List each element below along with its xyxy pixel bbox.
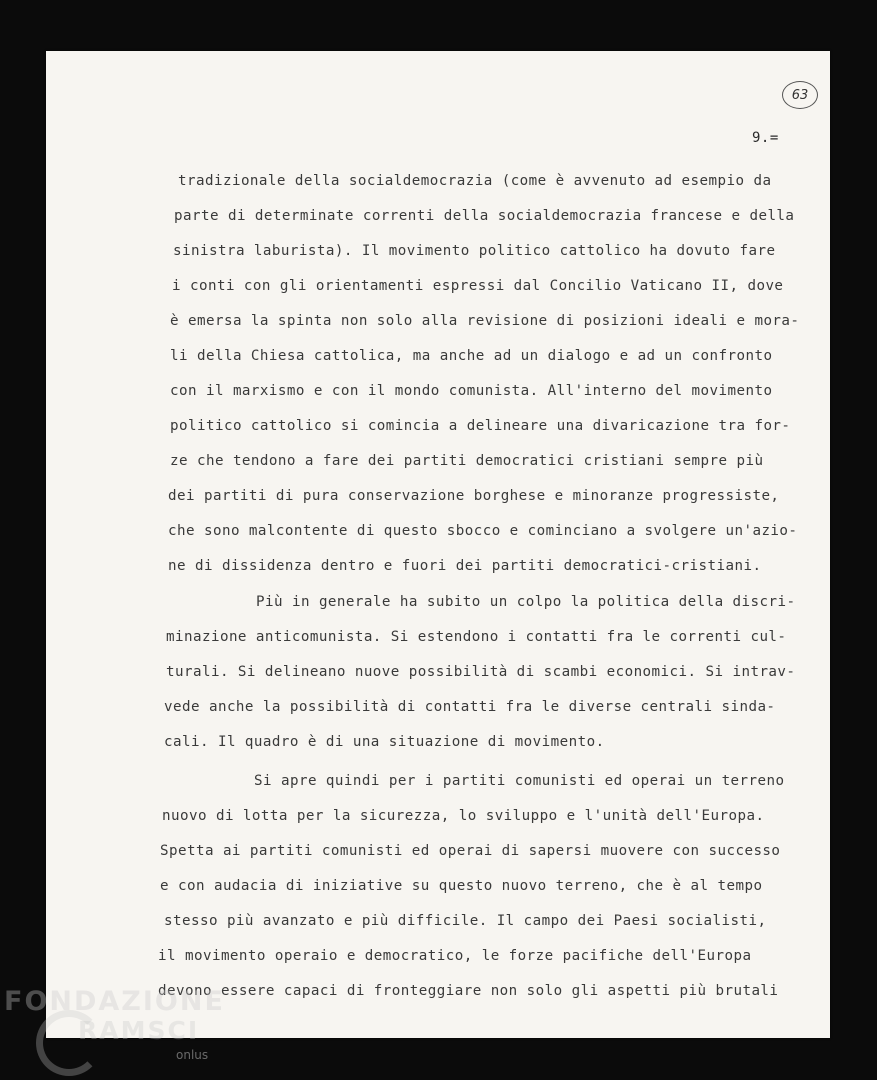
- document-page: [46, 51, 830, 1038]
- folio-annotation: 63: [782, 81, 818, 109]
- watermark-line1: FONDAZIONE: [4, 986, 225, 1017]
- text-line-15: turali. Si delineano nuove possibilità di scambi economici. Si intrav-: [166, 664, 796, 680]
- text-line-23: il movimento operaio e democratico, le forze pacifiche dell'Europa: [158, 948, 752, 964]
- text-line-10: dei partiti di pura conservazione borghese e minoranze progressiste,: [168, 488, 780, 504]
- text-line-19: nuovo di lotta per la sicurezza, lo sviluppo e l'unità dell'Europa.: [162, 808, 765, 824]
- text-line-8: politico cattolico si comincia a delineare una divaricazione tra for-: [170, 418, 791, 434]
- text-line-17: cali. Il quadro è di una situazione di movimento.: [164, 734, 605, 750]
- text-line-4: i conti con gli orientamenti espressi dal Concilio Vaticano II, dove: [172, 278, 784, 294]
- text-line-11: che sono malcontente di questo sbocco e cominciano a svolgere un'azio-: [168, 523, 798, 539]
- text-line-12: ne di dissidenza dentro e fuori dei partiti democratici-cristiani.: [168, 558, 762, 574]
- watermark-suffix: onlus: [176, 1048, 209, 1062]
- text-line-20: Spetta ai partiti comunisti ed operai di sapersi muovere con successo: [160, 843, 781, 859]
- text-line-14: minazione anticomunista. Si estendono i contatti fra le correnti cul-: [166, 629, 787, 645]
- text-line-16: vede anche la possibilità di contatti fra le diverse centrali sinda-: [164, 699, 776, 715]
- text-line-9: ze che tendono a fare dei partiti democratici cristiani sempre più: [170, 453, 764, 469]
- fondazione-gramsci-watermark: [0, 980, 260, 1080]
- text-line-21: e con audacia di iniziative su questo nuovo terreno, che è al tempo: [160, 878, 763, 894]
- text-line-6: li della Chiesa cattolica, ma anche ad un dialogo e ad un confronto: [170, 348, 773, 364]
- watermark-line2: RAMSCI: [78, 1016, 200, 1045]
- text-line-5: è emersa la spinta non solo alla revisione di posizioni ideali e mora-: [170, 313, 800, 329]
- text-line-7: con il marxismo e con il mondo comunista. All'interno del movimento: [170, 383, 773, 399]
- text-line-1: tradizionale della socialdemocrazia (come è avvenuto ad esempio da: [178, 173, 772, 189]
- text-line-3: sinistra laburista). Il movimento politico cattolico ha dovuto fare: [173, 243, 776, 259]
- page-marker: 9.=: [752, 130, 779, 146]
- text-line-24: devono essere capaci di fronteggiare non solo gli aspetti più brutali: [158, 983, 779, 999]
- text-line-18: Si apre quindi per i partiti comunisti ed operai un terreno: [254, 773, 785, 789]
- text-line-2: parte di determinate correnti della socialdemocrazia francese e della: [174, 208, 795, 224]
- text-line-22: stesso più avanzato e più difficile. Il campo dei Paesi socialisti,: [164, 913, 767, 929]
- text-line-13: Più in generale ha subito un colpo la politica della discri-: [256, 594, 796, 610]
